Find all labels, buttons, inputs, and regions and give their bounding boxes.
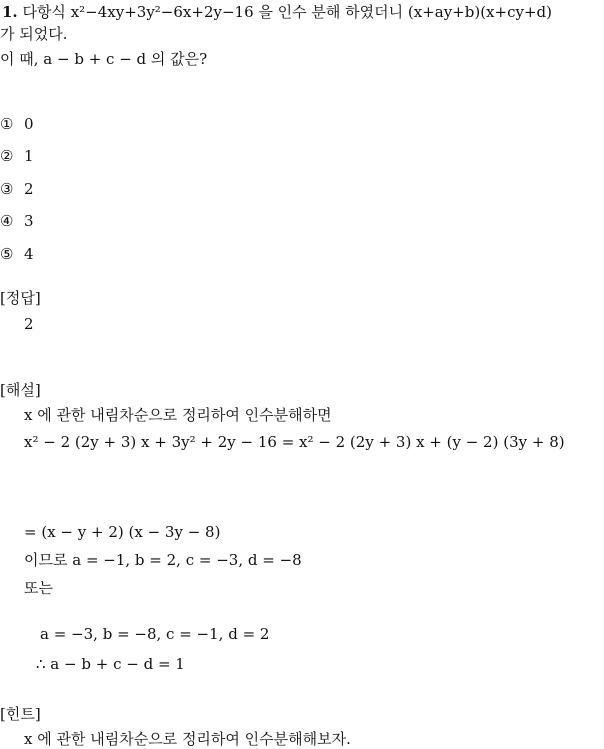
option-mark: ③ xyxy=(0,180,14,198)
question-line-2: 가 되었다. xyxy=(0,25,68,43)
explanation-line-7: ∴ a − b + c − d = 1 xyxy=(36,655,185,673)
explanation-line-4: 이므로 a = −1, b = 2, c = −3, d = −8 xyxy=(24,551,302,569)
answer-value: 2 xyxy=(24,315,34,333)
option-5[interactable] xyxy=(0,244,34,264)
hint-text: x 에 관한 내림차순으로 정리하여 인수분해해보자. xyxy=(24,730,351,748)
explanation-line-2: x² − 2 (2y + 3) x + 3y² + 2y − 16 = x² − 2 (2y + 3) x + (y − 2) (3y + 8) xyxy=(24,433,565,451)
explanation-line-1: x 에 관한 내림차순으로 정리하여 인수분해하면 xyxy=(24,406,332,424)
option-value: 4 xyxy=(24,245,34,263)
explanation-line-5: 또는 xyxy=(24,579,53,597)
question-line-1 xyxy=(2,2,552,22)
explanation-label: [해설] xyxy=(0,381,41,399)
question-number: 1. xyxy=(2,3,18,21)
hint-label: [힌트] xyxy=(0,705,41,723)
option-value: 0 xyxy=(24,115,34,133)
answer-label: [정답] xyxy=(0,289,41,307)
option-2[interactable] xyxy=(0,146,34,166)
option-mark: ⑤ xyxy=(0,245,14,263)
option-1[interactable] xyxy=(0,114,34,134)
question-text-1: 다항식 x²−4xy+3y²−6x+2y−16 을 인수 분해 하였더니 (x+ay+b)(x+cy+d) xyxy=(22,3,552,21)
option-mark: ④ xyxy=(0,212,14,230)
option-value: 1 xyxy=(24,147,34,165)
question-line-3: 이 때, a − b + c − d 의 값은? xyxy=(0,50,208,68)
option-4[interactable] xyxy=(0,211,34,231)
option-value: 3 xyxy=(24,212,34,230)
option-mark: ② xyxy=(0,147,14,165)
explanation-line-6: a = −3, b = −8, c = −1, d = 2 xyxy=(40,625,270,643)
option-value: 2 xyxy=(24,180,34,198)
option-3[interactable] xyxy=(0,179,34,199)
option-mark: ① xyxy=(0,115,14,133)
explanation-line-3: = (x − y + 2) (x − 3y − 8) xyxy=(24,523,221,541)
